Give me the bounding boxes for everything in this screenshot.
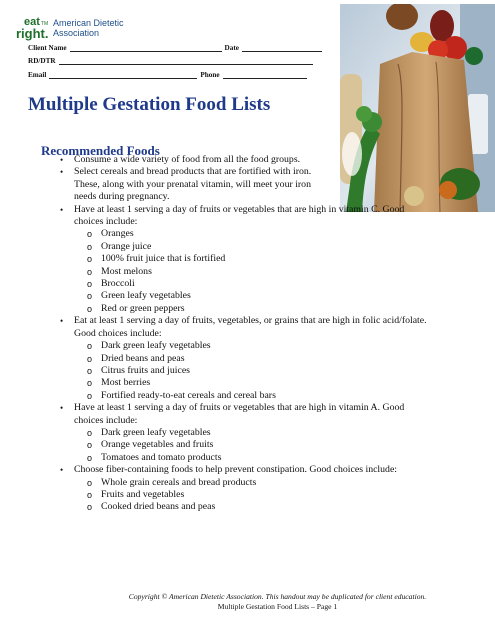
bullet-text-line: • Have at least 1 serving a day of fruits or vegetables that are high in vitamin A. Good <box>74 402 405 414</box>
phone-field[interactable] <box>223 70 307 79</box>
sub-bullet-item: o Most berries <box>87 377 480 389</box>
section-heading: Recommended Foods <box>41 143 160 158</box>
email-label: Email <box>28 71 47 79</box>
sub-bullet-item: o Most melons <box>87 266 480 278</box>
bullet-text-line: • Choose fiber-containing foods to help prevent constipation. Good choices include: <box>74 464 398 476</box>
bullet-item <box>60 464 480 514</box>
sub-bullet-item: o Fruits and vegetables <box>87 489 480 501</box>
sub-bullet-item: o Orange vegetables and fruits <box>87 439 480 451</box>
bullet-text-line: • Select cereals and bread products that are fortified with iron. <box>74 166 312 178</box>
sub-bullet-list <box>74 427 480 464</box>
bullet-item <box>60 204 480 316</box>
bullet-text-line: These, along with your prenatal vitamin, will meet your iron <box>74 178 311 190</box>
logo-mark-top: eat <box>24 16 40 28</box>
sub-bullet-item: o Whole grain cereals and bread products <box>87 477 480 489</box>
rd-dtr-label: RD/DTR <box>28 57 56 65</box>
date-field[interactable] <box>242 43 322 52</box>
rd-dtr-field[interactable] <box>59 56 313 65</box>
page-number-footer: Multiple Gestation Food Lists – Page 1 <box>217 602 338 611</box>
bullet-item <box>60 402 480 464</box>
date-label: Date <box>224 44 239 52</box>
bullet-text-line: Good choices include: <box>74 327 162 339</box>
sub-bullet-item: o Oranges <box>87 228 480 240</box>
client-name-row <box>28 43 325 52</box>
logo-org-line1: American Dietetic <box>53 18 124 28</box>
sub-bullet-item: o Orange juice <box>87 241 480 253</box>
logo-mark-bottom: right. <box>16 26 49 41</box>
food-bullet-list <box>60 154 480 514</box>
sub-bullet-item: o Red or green peppers <box>87 303 480 315</box>
sub-bullet-list <box>74 477 480 514</box>
email-field[interactable] <box>49 70 197 79</box>
sub-bullet-item: o Dark green leafy vegetables <box>87 427 480 439</box>
bullet-text-line: needs during pregnancy. <box>74 191 170 203</box>
client-name-field[interactable] <box>70 43 222 52</box>
rd-dtr-row <box>28 56 316 65</box>
eat-right-logo-mark <box>16 16 49 43</box>
bullet-item <box>60 166 480 203</box>
client-name-label: Client Name <box>28 44 67 52</box>
bullet-text-line: • Have at least 1 serving a day of fruits or vegetables that are high in vitamin C. Good <box>74 203 405 215</box>
sub-bullet-item: o Broccoli <box>87 278 480 290</box>
bullet-text-line: • Consume a wide variety of food from all the food groups. <box>74 154 301 165</box>
bullet-text-line: choices include: <box>74 216 138 228</box>
logo-org-line2: Association <box>53 28 100 38</box>
bullet-text-line: • Eat at least 1 serving a day of fruits, vegetables, or grains that are high in folic acid/folate. <box>74 315 427 327</box>
sub-bullet-list <box>74 228 480 315</box>
bullet-text-line: choices include: <box>74 414 138 426</box>
logo-trademark: TM <box>41 21 49 27</box>
page-title: Multiple Gestation Food Lists <box>28 94 271 115</box>
sub-bullet-list <box>74 340 480 402</box>
recommended-foods-list <box>60 154 480 514</box>
bullet-item <box>60 315 480 402</box>
logo-org-name <box>53 18 124 38</box>
sub-bullet-item: o Citrus fruits and juices <box>87 365 480 377</box>
sub-bullet-item: o Dark green leafy vegetables <box>87 340 480 352</box>
sub-bullet-item: o 100% fruit juice that is fortified <box>87 253 480 265</box>
sub-bullet-item: o Tomatoes and tomato products <box>87 452 480 464</box>
ada-logo <box>16 17 126 43</box>
copyright-footer: Copyright © American Dietetic Association. This handout may be duplicated for client education. <box>128 592 427 601</box>
phone-label: Phone <box>200 71 220 79</box>
sub-bullet-item: o Cooked dried beans and peas <box>87 501 480 513</box>
sub-bullet-item: o Fortified ready-to-eat cereals and cereal bars <box>87 390 480 402</box>
sub-bullet-item: o Green leafy vegetables <box>87 290 480 302</box>
email-row <box>28 70 310 79</box>
sub-bullet-item: o Dried beans and peas <box>87 353 480 365</box>
bullet-item <box>60 154 480 166</box>
